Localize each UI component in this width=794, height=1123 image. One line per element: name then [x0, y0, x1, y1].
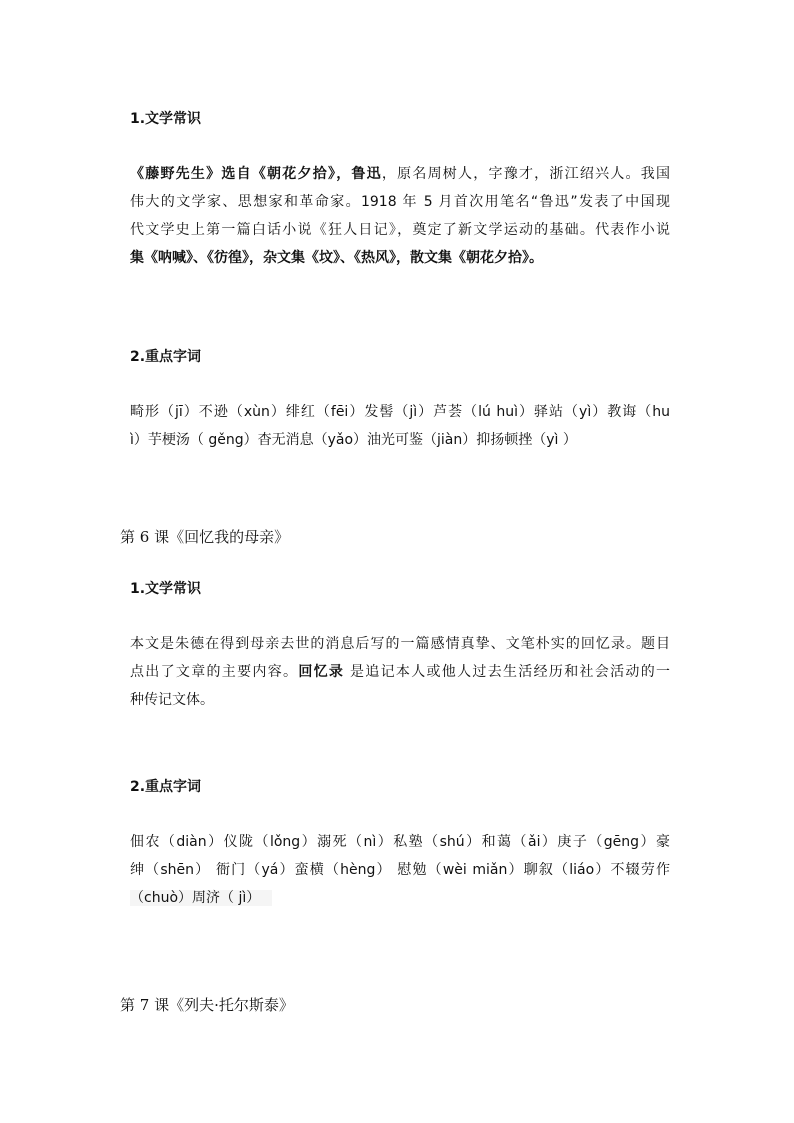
paragraph-key-words-tengye [130, 398, 670, 454]
text-line: 种传记文体。 [130, 692, 214, 708]
lesson-title-7: 第 7 课《列夫·托尔斯泰》 [120, 996, 294, 1014]
section-heading-key-words: 2.重点字词 [130, 349, 202, 365]
text-line: 伟大的文学家、思想家和革命家。1918 年 5 月首次用笔名“鲁迅”发表了中国现 [130, 194, 670, 210]
paragraph-key-words-mother [130, 828, 670, 912]
text-run: 是追记本人或他人过去生活经历和社会活动的一 [344, 664, 670, 680]
bold-text: 《藤野先生》选自《朝花夕拾》，鲁迅 [130, 166, 382, 182]
paragraph-literature-mother [130, 630, 670, 714]
text-line: ì）芋梗汤（ gěng）杳无消息（yǎo）油光可鉴（jiàn）抑扬顿挫（yì ） [130, 432, 577, 448]
text-line: 绅（shēn） 衙门（yá）蛮横（hèng） 慰勉（wèi miǎn）聊叙（liáo）不辍劳作 [130, 862, 670, 878]
lesson-title-6: 第 6 课《回忆我的母亲》 [120, 528, 290, 546]
bold-text: 回忆录 [298, 664, 345, 680]
text-line [130, 160, 670, 188]
text-line: 佃农（diàn）仪陇（lǒng）溺死（nì）私塾（shú）和蔼（ǎi）庚子（gēng）豪 [130, 834, 670, 850]
text-run: ，原名周树人，字豫才，浙江绍兴人。我国 [381, 166, 670, 182]
text-run: 点出了文章的主要内容。 [130, 664, 299, 680]
text-line [130, 658, 670, 686]
section-heading-literature: 1.文学常识 [130, 111, 202, 127]
text-line: 本文是朱德在得到母亲去世的消息后写的一篇感情真挚、文笔朴实的回忆录。题目 [130, 636, 670, 652]
paragraph-literature-tengye [130, 160, 670, 272]
text-line: 畸形（jī）不逊（xùn）绯红（fēi）发髻（jì）芦荟（lú huì）驿站（yì）教诲（hu [130, 404, 670, 420]
text-run: （chuò）周济（ jì） [130, 890, 272, 906]
text-line: 集《呐喊》、《彷徨》，杂文集《坟》、《热风》，散文集《朝花夕拾》。 [130, 250, 543, 266]
section-heading-key-words: 2.重点字词 [130, 779, 202, 795]
section-heading-literature: 1.文学常识 [130, 581, 202, 597]
text-line [130, 884, 670, 912]
text-line: 代文学史上第一篇白话小说《狂人日记》，奠定了新文学运动的基础。代表作小说 [130, 222, 670, 238]
